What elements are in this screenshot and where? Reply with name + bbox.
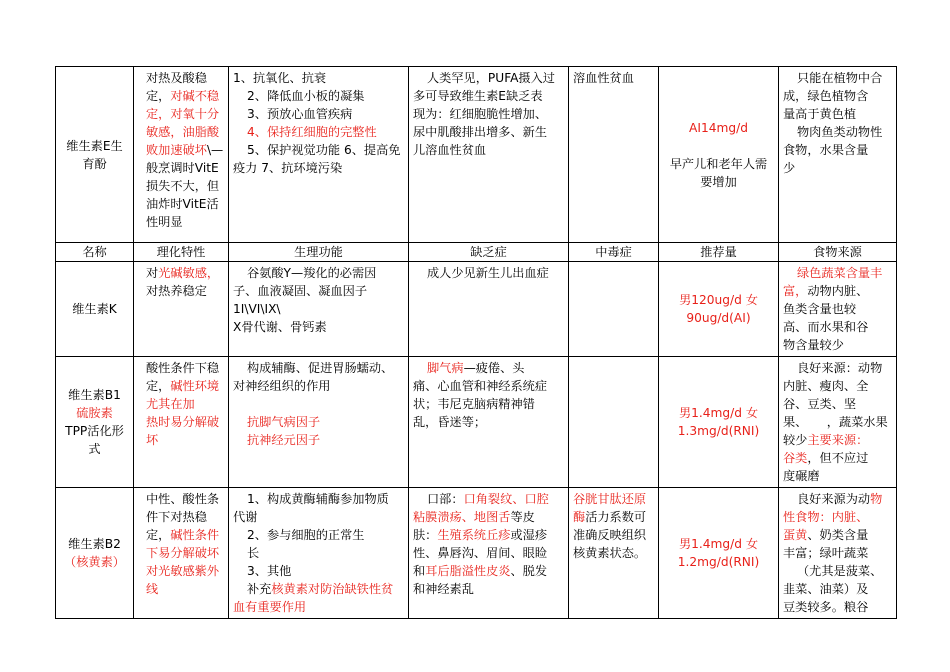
rni-cell [659,262,779,357]
text-line: 物肉鱼类动物性 [797,125,883,139]
text-span: 动物内脏、 [807,284,869,298]
text-span: 较少 [783,433,808,447]
text-span: 粘膜溃疡、地图舌 [413,510,511,524]
toxicity-cell [569,67,659,243]
text-line: 线 [146,582,159,596]
text-line: 成，绿色植物含 [783,89,869,103]
text-span: 等皮 [510,510,535,524]
text-span: 富， [783,284,808,298]
sources-cell [779,67,897,243]
deficiency-cell [409,262,569,357]
text-span: 酶 [573,510,586,524]
rni-cell [659,488,779,619]
text-span: 败加速破坏 [146,143,207,157]
text-line: 性明显 [146,215,183,229]
text-span: 活力系数可 [585,510,647,524]
text-line: 现为：红细胞脆性增加、 [413,107,548,121]
text-line: 儿溶血性贫血 [413,143,487,157]
name-cell [56,262,134,357]
text-line: 果、 ，蔬菜水果 [783,415,888,429]
text-line: 定，对氧十分 [146,107,220,121]
header-name: 名称 [56,243,134,262]
text-line: 男1.4mg/d 女 [678,406,759,420]
name-cell [56,488,134,619]
sources-cell [779,488,897,619]
text-span: 物 [870,492,883,506]
text-span: 口部： [427,492,464,506]
text-line: 长 [247,546,260,560]
functions-cell [229,262,409,357]
text-line: 谷胱甘肽还原 [573,492,647,506]
text-span: 耳后脂溢性皮炎 [425,564,511,578]
text-line: 对神经组织的作用 [233,379,331,393]
text-line: 性食物：内脏、 [783,510,869,524]
text-line: 量高于黄色植 [783,107,857,121]
text-line: 男120ug/d 女 [679,293,758,307]
text-line: 坏 [146,433,159,447]
text-span: 生殖系统丘疹 [437,528,511,542]
text-line: 5、保护视觉功能 6、提高免 [247,143,401,157]
header-toxicity: 中毒症 [569,243,659,262]
text-span: 补充 [247,582,272,596]
text-line: 和神经素乱 [413,582,474,596]
text-line: 内脏、瘦肉、全 [783,379,869,393]
props-cell [134,67,229,243]
text-span: 肤： [413,528,438,542]
text-line: 物含量较少 [783,338,844,352]
text-line: 谷氨酸Y—羧化的必需因 [247,266,377,280]
text-line: 高、而水果和谷 [783,320,869,334]
text-line: 绿色蔬菜含量丰 [797,266,883,280]
rni-cell [659,67,779,243]
text-span: 脚气病 [427,361,464,375]
text-line: 构成辅酶、促进胃肠蠕动、 [247,361,394,375]
name-cell [56,67,134,243]
text-span: 、脱发 [510,564,548,578]
text-span: 定， [146,89,171,103]
text-line: 2、参与细胞的正常生 [247,528,365,542]
text-line: 男1.4mg/d 女 [678,537,759,551]
functions-cell [229,488,409,619]
text-span: 、奶类含量 [807,528,869,542]
text-line: 多可导致维生素E缺乏表 [413,89,543,103]
text-line: 4、保持红细胞的完整性 [247,125,377,139]
name-line: 式 [88,442,101,456]
name-line: 维生素E生 [66,138,123,153]
name-line: TPP活化形 [65,424,124,438]
functions-cell [229,67,409,243]
text-line: 谷、豆类、坚 [783,397,857,411]
text-line: 损失不大，但 [146,179,220,193]
deficiency-cell [409,357,569,488]
text-span: 光碱敏感， [158,266,220,280]
rni-cell [659,357,779,488]
text-span: 定， [146,379,171,393]
name-line: （核黄素） [64,555,125,569]
text-span: 蛋黄 [783,528,808,542]
text-span: \— [206,143,224,157]
text-line: 子、血液凝固、凝血因子 [233,284,368,298]
text-line: 1I\VI\IX\ [233,302,281,316]
text-line: （尤其是菠菜、 [797,564,883,578]
text-line: 食物，水果含量 [783,143,869,157]
text-span: 对碱不稳 [170,89,220,103]
name-line: 育酚 [82,156,107,171]
text-span: 和 [413,564,426,578]
text-line: 抗神经元因子 [247,433,321,447]
header-deficiency: 缺乏症 [409,243,569,262]
row-vitamin-b1 [56,357,897,488]
text-line: 溶血性贫血 [573,71,634,85]
text-line: 准确反映组织 [573,528,647,542]
props-cell [134,262,229,357]
text-line: 性、鼻唇沟、眉间、眼睑 [413,546,548,560]
text-line: 只能在植物中合 [797,71,883,85]
props-cell [134,488,229,619]
name-cell [56,357,134,488]
text-line: 韭菜、油菜）及 [783,582,869,596]
text-line: 人类罕见，PUFA摄入过 [427,71,555,85]
header-row [56,243,897,262]
header-rni: 推荐量 [659,243,779,262]
toxicity-cell [569,262,659,357]
text-line: 良好来源：动物 [797,361,883,375]
text-line: 血有重要作用 [233,600,307,614]
text-line: 油炸时VitE活 [146,197,219,211]
text-line: 疫力 7、抗环境污染 [233,161,343,175]
text-line: 对热养稳定 [146,284,207,298]
header-props: 理化特性 [134,243,229,262]
text-span: 谷类 [783,451,808,465]
text-line: 酸性条件下稳 [146,361,220,375]
text-line: 下易分解破坏 [146,546,220,560]
text-line: 般烹调时VitE [146,161,219,175]
text-span: 口角裂纹、口腔 [463,492,549,506]
text-line: 1、构成黄酶辅酶参加物质 [247,492,389,506]
text-line: 乱，昏迷等； [413,415,487,429]
text-line: 成人少见新生儿出血症 [427,266,549,280]
text-span: 良好来源为动 [797,492,871,506]
text-span: 碱性环境 [170,379,220,393]
deficiency-cell [409,67,569,243]
text-line: 早产儿和老年人需 [669,156,768,171]
vitamin-table [55,66,897,619]
text-span: 核黄素对防治缺铁性贫 [271,582,394,596]
text-line: X骨代谢、骨钙素 [233,320,327,334]
props-cell [134,357,229,488]
header-functions: 生理功能 [229,243,409,262]
header-sources: 食物来源 [779,243,897,262]
text-line: 鱼类含量也较 [783,302,857,316]
text-span: ，但不应过 [807,451,869,465]
text-line: 2、降低血小板的凝集 [247,89,365,103]
text-line: 豆类较多。粮谷 [783,600,869,614]
functions-cell [229,357,409,488]
name-line: 维生素B1 [68,388,121,402]
text-line: 90ug/d(AI) [686,311,751,325]
text-line: 状；韦尼克脑病精神错 [413,397,535,411]
text-line: 尿中肌酸排出增多、新生 [413,125,548,139]
text-line: 1.3mg/d(RNI) [677,424,760,438]
text-line: 1.2mg/d(RNI) [677,555,760,569]
name-line: 维生素K [72,302,117,316]
row-vitamin-b2 [56,488,897,619]
name-line: 硫胺素 [76,406,113,420]
text-line: 核黄素状态。 [573,546,647,560]
text-line: 对热及酸稳 [146,71,207,85]
name-line: 维生素B2 [68,537,121,551]
sources-cell [779,357,897,488]
text-span: —疲倦、头 [463,361,525,375]
text-line: 件下对热稳 [146,510,207,524]
text-line: 敏感，油脂酸 [146,125,220,139]
text-line: 痛、心血管和神经系统症 [413,379,548,393]
text-span: 定， [146,528,171,542]
toxicity-cell [569,357,659,488]
text-line: 少 [783,161,796,175]
text-line: 中性、酸性条 [146,492,220,506]
text-span: 碱性条件 [170,528,220,542]
text-line: 代谢 [233,510,258,524]
toxicity-cell [569,488,659,619]
text-span: 或湿疹 [510,528,548,542]
text-span: 对 [146,266,159,280]
text-line: 热时易分解破 [146,415,220,429]
row-vitamin-e [56,67,897,243]
text-line: 3、预放心血管疾病 [247,107,353,121]
deficiency-cell [409,488,569,619]
text-line: 3、其他 [247,564,292,578]
text-line: 抗脚气病因子 [247,415,321,429]
row-vitamin-k [56,262,897,357]
text-line: 1、抗氧化、抗衰 [233,71,327,85]
text-line: 对光敏感紫外 [146,564,220,578]
text-line: 度碾磨 [783,469,820,483]
text-line: 尤其在加 [146,397,195,411]
text-span: 主要来源： [807,433,869,447]
text-line: 要增加 [700,174,737,189]
sources-cell [779,262,897,357]
text-line: 丰富；绿叶蔬菜 [783,546,869,560]
text-line: AI14mg/d [689,120,748,135]
